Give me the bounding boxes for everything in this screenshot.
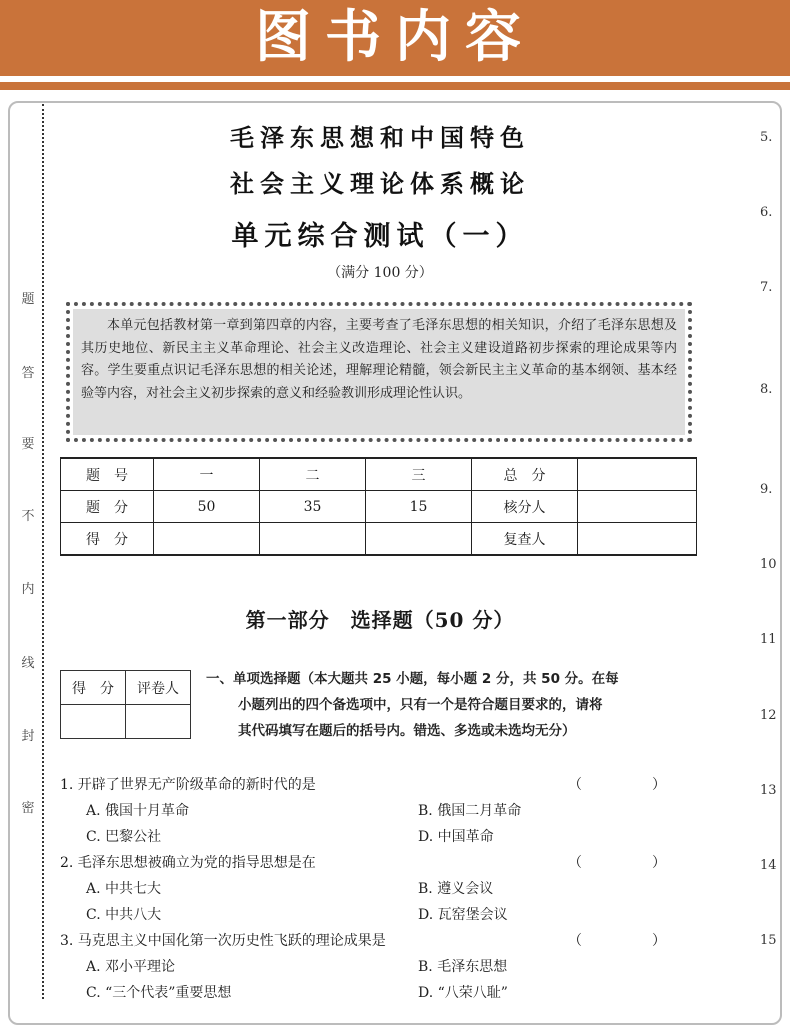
answer-bracket[interactable]: （ ） (568, 855, 694, 871)
side-question-number: 11 (760, 632, 777, 647)
option-b: B. 毛泽东思想 (418, 959, 508, 975)
table-cell: 三 (366, 458, 472, 491)
part-title: 第一部分 选择题（50 分） (245, 608, 515, 632)
table-cell: 一 (154, 458, 260, 491)
option-c: C. 巴黎公社 (86, 829, 162, 845)
instruction-line: 小题列出的四个备选项中，只有一个是符合题目要求的，请将 (238, 697, 603, 713)
question-stem (60, 774, 700, 794)
answer-bracket[interactable]: （ ） (568, 933, 694, 949)
banner-divider (0, 82, 790, 90)
question-text: 2. 毛泽东思想被确立为党的指导思想是在 (60, 855, 316, 871)
side-question-number: 7. (760, 280, 773, 295)
option-a: A. 俄国十月革命 (86, 803, 190, 819)
option-d: D. 瓦窑堡会议 (418, 907, 508, 923)
table-cell: 题 号 (61, 458, 154, 491)
option-c: C. 中共八大 (86, 907, 162, 923)
seal-char: 不 (21, 509, 35, 524)
test-title: 单元综合测试（一） (231, 221, 529, 252)
title-line-2: 社会主义理论体系概论 (230, 169, 530, 198)
table-cell: 得 分 (61, 523, 154, 556)
question-stem (60, 930, 700, 950)
side-question-number: 10 (760, 557, 777, 572)
table-row (61, 523, 697, 556)
seal-char: 要 (21, 437, 35, 452)
side-question-number: 14 (760, 858, 777, 873)
seal-dotted-line (42, 104, 44, 999)
question-text: 3. 马克思主义中国化第一次历史性飞跃的理论成果是 (60, 933, 386, 949)
seal-char: 内 (21, 582, 35, 597)
option-c: C. “三个代表”重要思想 (86, 985, 232, 1001)
option-d: D. 中国革命 (418, 829, 494, 845)
table-cell: 二 (260, 458, 366, 491)
table-cell: 核分人 (472, 491, 578, 523)
side-question-number: 15 (760, 933, 777, 948)
side-question-number: 13 (760, 783, 777, 798)
table-cell: 35 (260, 491, 366, 523)
table-cell: 总 分 (472, 458, 578, 491)
table-cell: 15 (366, 491, 472, 523)
section-instruction (206, 666, 698, 744)
seal-char: 答 (21, 366, 35, 381)
side-question-number: 12 (760, 708, 777, 723)
option-d: D. “八荣八耻” (418, 985, 508, 1001)
score-table (60, 457, 697, 556)
seal-char: 封 (21, 729, 35, 744)
grader-name-cell[interactable] (126, 705, 191, 739)
table-row (61, 491, 697, 523)
question-text: 1. 开辟了世界无产阶级革命的新时代的是 (60, 777, 316, 793)
seal-char: 题 (21, 292, 35, 307)
intro-box (66, 302, 692, 442)
answer-bracket[interactable]: （ ） (568, 777, 694, 793)
option-a: A. 中共七大 (86, 881, 162, 897)
grader-score-cell[interactable] (61, 705, 126, 739)
option-b: B. 遵义会议 (418, 881, 494, 897)
intro-text: 本单元包括教材第一章到第四章的内容，主要考查了毛泽东思想的相关知识，介绍了毛泽东思想及其历史地位、新民主主义革命理论、社会主义改造理论、社会主义建设道路初步探索的理论成果等内容。学生要重点识记毛泽东思想的相关论述，理解理论精髓，领会新民主主义革命的基本纲领、基本经验等内容，对社会主义初步探索的意义和经验教训形成理论性认识。 (73, 309, 685, 435)
side-question-number: 6. (760, 205, 773, 220)
grader-name-label: 评卷人 (126, 671, 191, 705)
grader-score-label: 得 分 (61, 671, 126, 705)
table-cell: 题 分 (61, 491, 154, 523)
title-line-1: 毛泽东思想和中国特色 (230, 123, 530, 152)
table-row (61, 458, 697, 491)
full-score-note: （满分 100 分） (327, 265, 433, 281)
option-b: B. 俄国二月革命 (418, 803, 522, 819)
seal-char: 线 (21, 656, 35, 671)
table-cell[interactable] (260, 523, 366, 556)
table-cell[interactable] (578, 458, 697, 491)
table-cell[interactable] (366, 523, 472, 556)
table-cell: 复查人 (472, 523, 578, 556)
table-cell[interactable] (578, 491, 697, 523)
table-cell[interactable] (578, 523, 697, 556)
banner-title: 图书内容 (255, 5, 535, 70)
seal-char: 密 (21, 801, 35, 816)
table-cell: 50 (154, 491, 260, 523)
grader-box (60, 670, 191, 739)
side-question-number: 5. (760, 130, 773, 145)
option-a: A. 邓小平理论 (86, 959, 176, 975)
side-question-number: 9. (760, 482, 773, 497)
table-cell[interactable] (154, 523, 260, 556)
question-stem (60, 852, 700, 872)
instruction-line: 一、单项选择题（本大题共 25 小题，每小题 2 分，共 50 分。在每 (206, 671, 619, 687)
side-question-number: 8. (760, 382, 773, 397)
instruction-line: 其代码填写在题后的括号内。错选、多选或未选均无分） (238, 723, 576, 739)
